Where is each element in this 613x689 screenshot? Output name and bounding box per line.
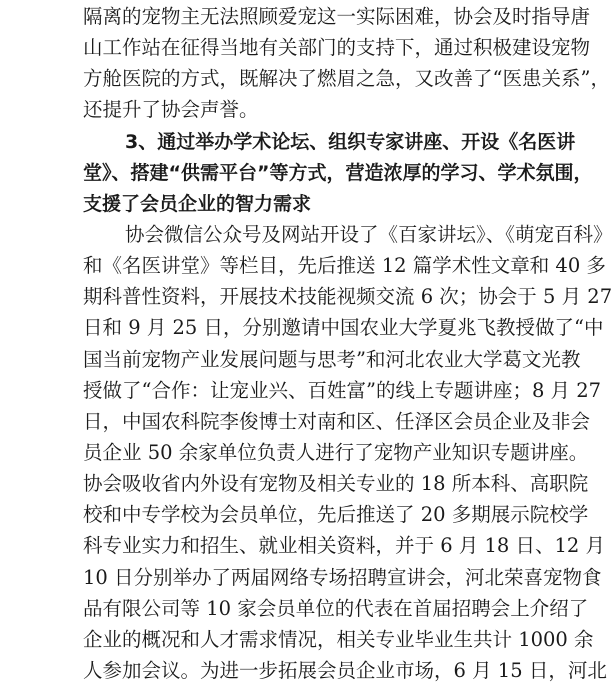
heading-3-line-2: 堂》、搭建“供需平台”等方式，营造浓厚的学习、学术氛围， [83, 162, 593, 184]
paragraph-2-line-14: 企业的概况和人才需求情况，相关专业毕业生共计 1000 余 [83, 628, 594, 651]
paragraph-2-line-10: 校和中专学校为会员单位，先后推送了 20 多期展示院校学 [83, 503, 589, 526]
paragraph-2-line-15: 人参加会议。为进一步拓展会员企业市场，6 月 15 日，河北 [83, 659, 607, 682]
heading-3-line-3: 支援了会员企业的智力需求 [83, 193, 312, 215]
paragraph-1-line-1: 隔离的宠物主无法照顾爱宠这一实际困难，协会及时指导唐 [83, 5, 591, 28]
paragraph-2-line-4: 日和 9 月 25 日，分别邀请中国农业大学夏兆飞教授做了“中 [83, 316, 604, 339]
paragraph-2-line-12: 10 日分别举办了两届网络专场招聘宣讲会，河北荣喜宠物食 [83, 566, 602, 589]
paragraph-2-line-6: 授做了“合作：让宠业兴、百姓富”的线上专题讲座；8 月 27 [83, 379, 602, 402]
paragraph-1-line-3: 方舱医院的方式，既解决了燃眉之急，又改善了“医患关系”， [83, 67, 610, 90]
paragraph-2-line-2: 和《名医讲堂》等栏目，先后推送 12 篇学术性文章和 40 多 [83, 254, 606, 277]
paragraph-1-line-4: 还提升了协会声誉。 [83, 98, 259, 121]
paragraph-2-line-7: 日，中国农科院李俊博士对南和区、任泽区会员企业及非会 [83, 410, 591, 433]
paragraph-2-line-9: 协会吸收省内外设有宠物及相关专业的 18 所本科、高职院 [83, 472, 589, 495]
paragraph-2-line-11: 科专业实力和招生、就业相关资料，并于 6 月 18 日、12 月 [83, 534, 606, 557]
paragraph-2-line-1: 协会微信公众号及网站开设了《百家讲坛》、《萌宠百科》 [125, 223, 613, 246]
heading-3-line-1: 3、通过举办学术论坛、组织专家讲座、开设《名医讲 [125, 131, 576, 153]
paragraph-1-line-2: 山工作站在征得当地有关部门的支持下，通过积极建设宠物 [83, 36, 591, 59]
paragraph-2-line-8: 员企业 50 余家单位负责人进行了宠物产业知识专题讲座。 [83, 441, 589, 464]
paragraph-2-line-5: 国当前宠物产业发展问题与思考”和河北农业大学葛文光教 [83, 348, 581, 371]
paragraph-2-line-3: 期科普性资料，开展技术技能视频交流 6 次；协会于 5 月 27 [83, 285, 613, 308]
paragraph-2-line-13: 品有限公司等 10 家会员单位的代表在首届招聘会上介绍了 [83, 597, 589, 620]
